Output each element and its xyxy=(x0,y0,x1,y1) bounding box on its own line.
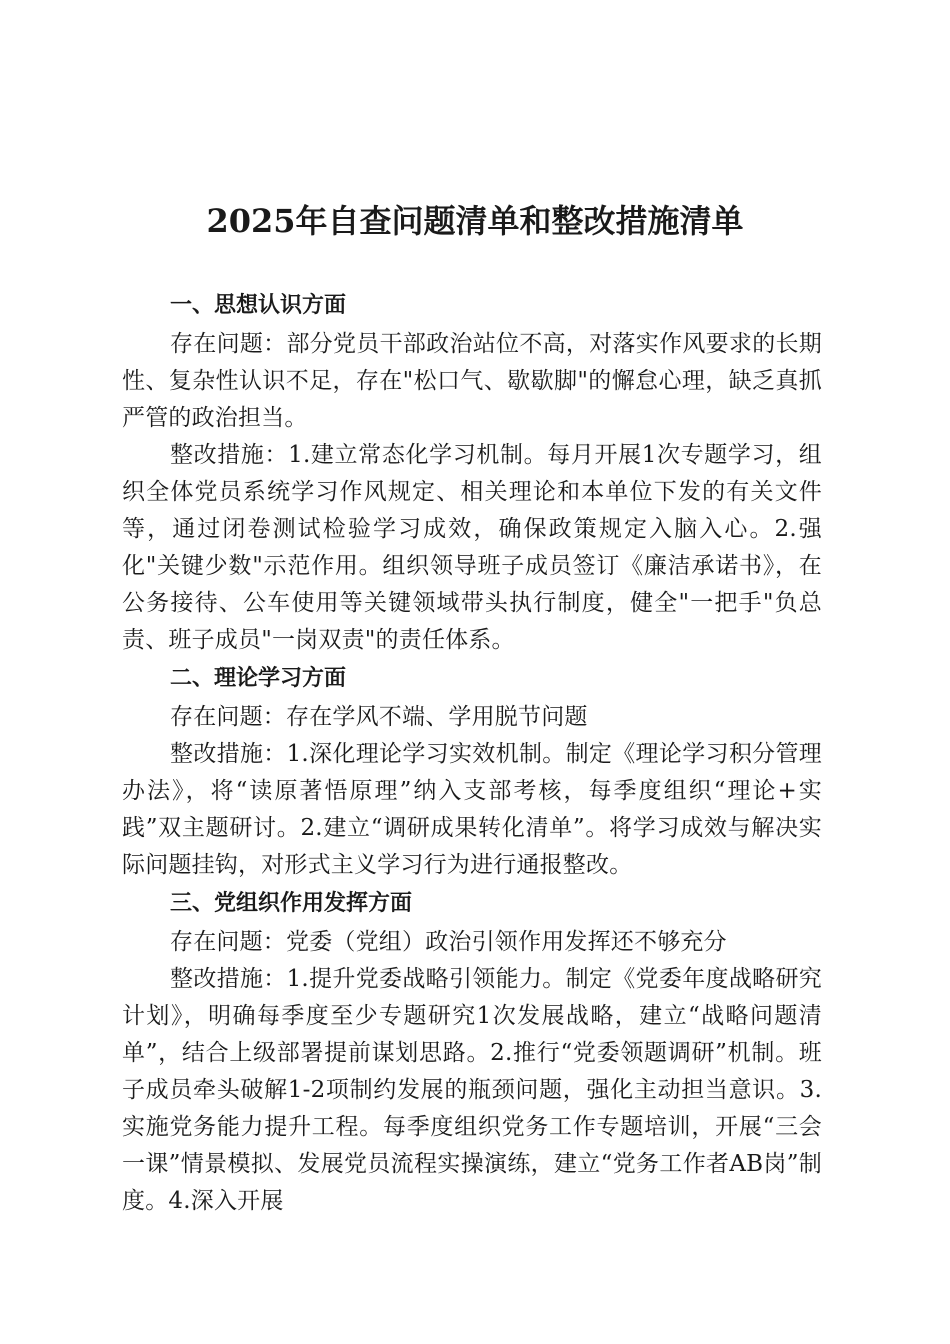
section-ideology xyxy=(122,286,822,659)
problem-paragraph: 存在问题：部分党员干部政治站位不高，对落实作风要求的长期性、复杂性认识不足，存在"松口气、歇歇脚"的懈怠心理，缺乏真抓严管的政治担当。 xyxy=(122,331,822,431)
document-body xyxy=(122,286,822,1220)
page-title: 2025年自查问题清单和整改措施清单 xyxy=(206,202,744,240)
problem-paragraph: 存在问题：存在学风不端、学用脱节问题 xyxy=(170,704,588,730)
measures-paragraph: 整改措施：1.提升党委战略引领能力。制定《党委年度战略研究计划》，明确每季度至少专题研究1次发展战略，建立“战略问题清单”，结合上级部署提前谋划思路。2.推行“党委领题调研”机制。班子成员牵头破解1-2项制约发展的瓶颈问题，强化主动担当意识。3.实施党务能力提升工程。每季度组织党务工作专题培训，开展“三会一课”情景模拟、发展党员流程实操演练，建立“党务工作者AB岗”制度。4.深入开展 xyxy=(122,966,822,1214)
section-theory-study xyxy=(122,659,822,884)
section-heading: 三、党组织作用发挥方面 xyxy=(170,891,413,916)
measures-paragraph: 整改措施：1.深化理论学习实效机制。制定《理论学习积分管理办法》，将“读原著悟原理”纳入支部考核，每季度组织“理论+实践”双主题研讨。2.建立“调研成果转化清单”。将学习成效与解决实际问题挂钩，对形式主义学习行为进行通报整改。 xyxy=(122,741,822,878)
section-party-organization xyxy=(122,884,822,1220)
section-heading: 一、思想认识方面 xyxy=(170,293,347,318)
problem-paragraph: 存在问题：党委（党组）政治引领作用发挥还不够充分 xyxy=(170,929,727,955)
measures-paragraph: 整改措施：1.建立常态化学习机制。每月开展1次专题学习，组织全体党员系统学习作风规定、相关理论和本单位下发的有关文件等，通过闭卷测试检验学习成效，确保政策规定入脑入心。2.强化"关键少数"示范作用。组织领导班子成员签订《廉洁承诺书》，在公务接待、公车使用等关键领域带头执行制度，健全"一把手"负总责、班子成员"一岗双责"的责任体系。 xyxy=(122,442,822,653)
section-heading: 二、理论学习方面 xyxy=(170,666,347,691)
